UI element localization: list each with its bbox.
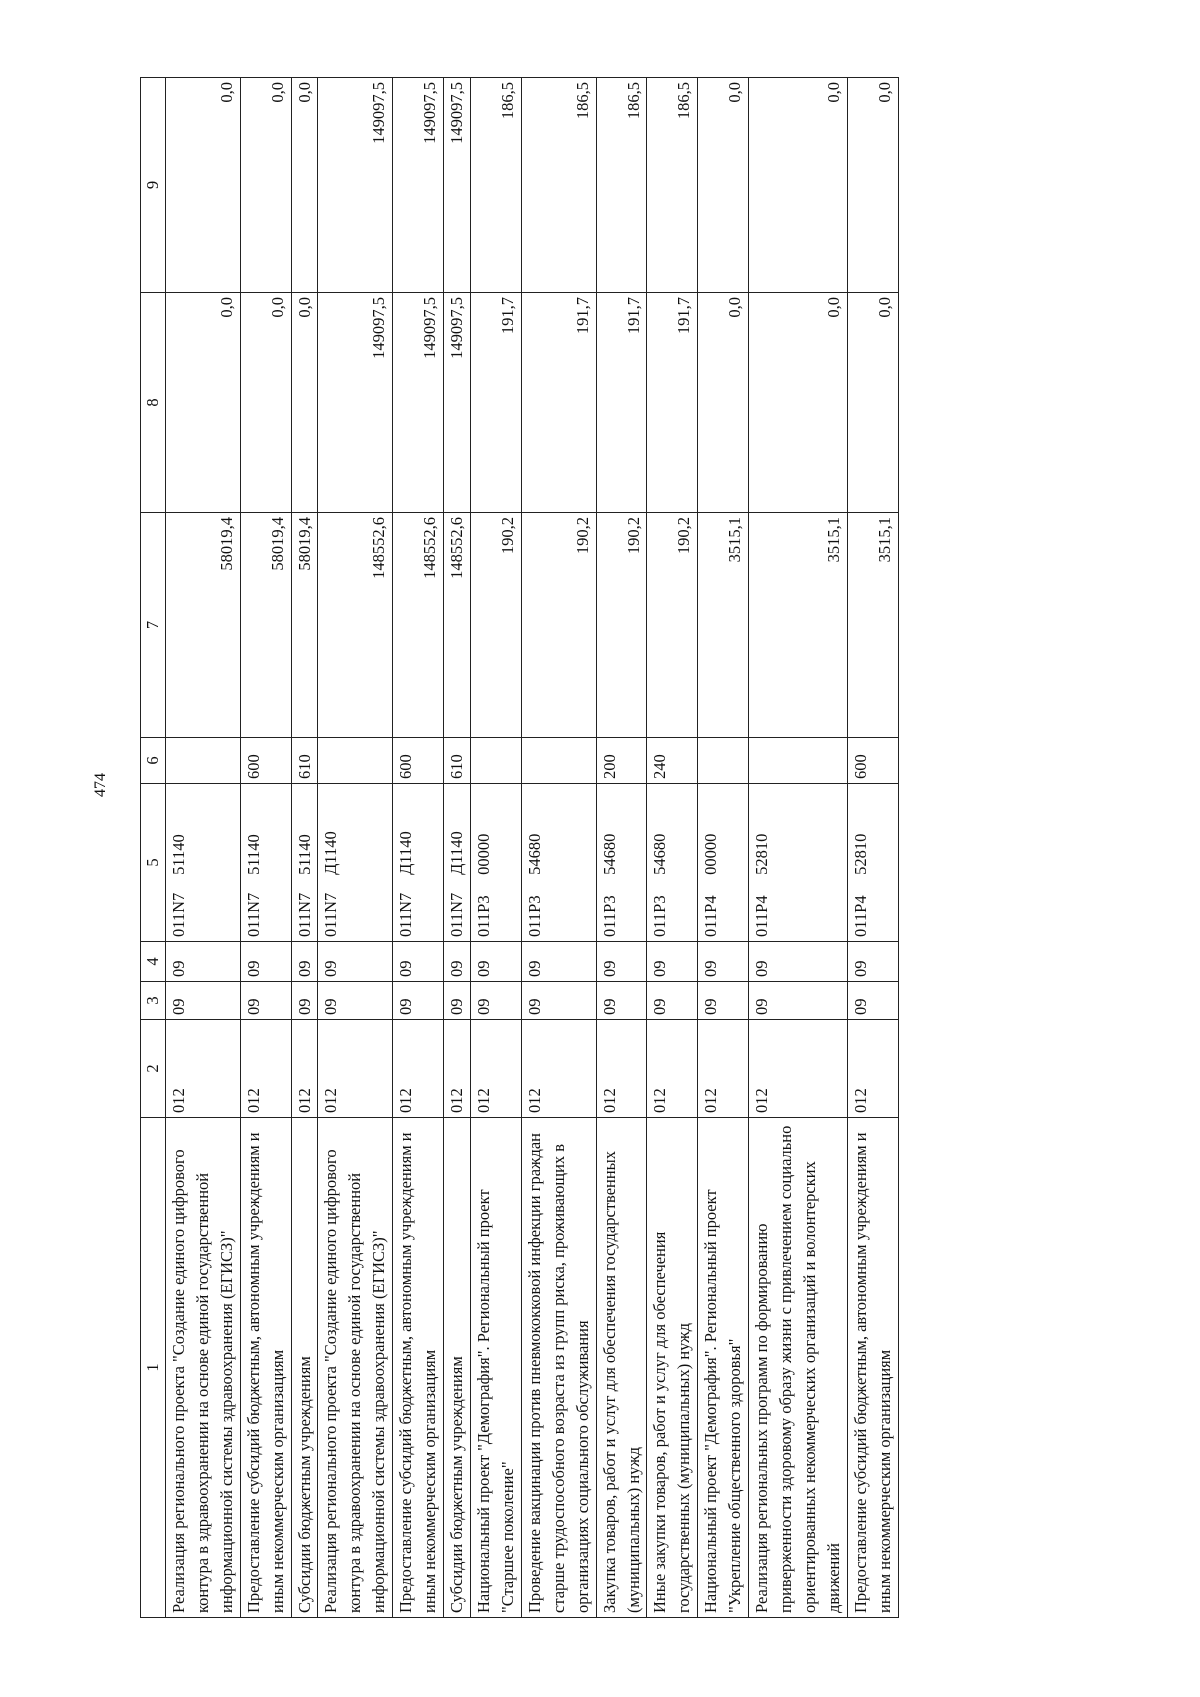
table-row xyxy=(240,78,291,1618)
subsection-code: 09 xyxy=(318,942,393,982)
program-code: 011N7 xyxy=(168,892,188,937)
expense-type-code xyxy=(521,738,596,784)
amount-2021: 186,5 xyxy=(521,78,596,293)
direction-code: Д1140 xyxy=(396,831,416,875)
column-number: 4 xyxy=(141,942,166,982)
direction-code: 51140 xyxy=(294,834,314,875)
budget-sheet xyxy=(140,78,1060,1618)
ministry-code: 012 xyxy=(596,1020,647,1118)
table-row xyxy=(647,78,698,1618)
target-article-code xyxy=(847,784,898,942)
expense-type-code: 600 xyxy=(847,738,898,784)
item-name: Предоставление субсидий бюджетным, автономным учреждениям и иным некоммерческим организациям xyxy=(393,1118,444,1618)
table-row xyxy=(749,78,848,1618)
section-code: 09 xyxy=(749,982,848,1020)
amount-2019: 190,2 xyxy=(647,513,698,738)
subsection-code: 09 xyxy=(698,942,749,982)
section-code: 09 xyxy=(847,982,898,1020)
table-row xyxy=(596,78,647,1618)
table-row xyxy=(318,78,393,1618)
table-row xyxy=(165,78,240,1618)
program-code: 011N7 xyxy=(447,892,467,937)
amount-2019: 3515,1 xyxy=(698,513,749,738)
ministry-code: 012 xyxy=(521,1020,596,1118)
ministry-code: 012 xyxy=(444,1020,471,1118)
item-name: Предоставление субсидий бюджетным, автономным учреждениям и иным некоммерческим организациям xyxy=(240,1118,291,1618)
direction-code: Д1140 xyxy=(447,831,467,875)
direction-code: 52810 xyxy=(752,833,772,875)
amount-2019: 190,2 xyxy=(470,513,521,738)
target-article-code xyxy=(521,784,596,942)
direction-code: 54680 xyxy=(599,833,619,875)
item-name: Проведение вакцинации против пневмококковой инфекции граждан старше трудоспособного возраста из групп риска, проживающих в организациях социального обслуживания xyxy=(521,1118,596,1618)
section-code: 09 xyxy=(444,982,471,1020)
program-code: 011P4 xyxy=(701,895,721,937)
amount-2019: 148552,6 xyxy=(318,513,393,738)
amount-2020: 0,0 xyxy=(749,293,848,513)
subsection-code: 09 xyxy=(647,942,698,982)
section-code: 09 xyxy=(291,982,318,1020)
section-code: 09 xyxy=(521,982,596,1020)
subsection-code: 09 xyxy=(521,942,596,982)
expense-type-code xyxy=(698,738,749,784)
target-article-code xyxy=(749,784,848,942)
program-code: 011N7 xyxy=(321,892,341,937)
section-code: 09 xyxy=(647,982,698,1020)
amount-2021: 149097,5 xyxy=(393,78,444,293)
section-code: 09 xyxy=(393,982,444,1020)
subsection-code: 09 xyxy=(847,942,898,982)
direction-code: 54680 xyxy=(650,833,670,875)
expense-type-code: 240 xyxy=(647,738,698,784)
table-row xyxy=(521,78,596,1618)
amount-2021: 149097,5 xyxy=(444,78,471,293)
program-code: 011P4 xyxy=(850,895,870,937)
amount-2020: 149097,5 xyxy=(393,293,444,513)
column-number: 9 xyxy=(141,78,166,293)
table-body xyxy=(165,78,898,1618)
expense-type-code xyxy=(470,738,521,784)
target-article-code xyxy=(698,784,749,942)
amount-2020: 149097,5 xyxy=(444,293,471,513)
section-code: 09 xyxy=(470,982,521,1020)
amount-2019: 190,2 xyxy=(596,513,647,738)
program-code: 011P3 xyxy=(599,895,619,937)
expense-type-code: 610 xyxy=(291,738,318,784)
column-number: 5 xyxy=(141,784,166,942)
section-code: 09 xyxy=(240,982,291,1020)
target-article-code xyxy=(165,784,240,942)
item-name: Реализация региональных программ по формированию приверженности здоровому образу жизни с привлечением социально ориентированных некоммерческих организаций и волонтерских движений xyxy=(749,1118,848,1618)
amount-2019: 3515,1 xyxy=(749,513,848,738)
subsection-code: 09 xyxy=(470,942,521,982)
amount-2020: 149097,5 xyxy=(318,293,393,513)
table-row xyxy=(698,78,749,1618)
amount-2020: 191,7 xyxy=(470,293,521,513)
item-name: Реализация регионального проекта "Создание единого цифрового контура в здравоохранении на основе единой государственной информационной системы здравоохранения (ЕГИСЗ)" xyxy=(318,1118,393,1618)
amount-2019: 58019,4 xyxy=(291,513,318,738)
subsection-code: 09 xyxy=(749,942,848,982)
page-number: 474 xyxy=(92,773,109,797)
column-number: 1 xyxy=(141,1118,166,1618)
direction-code: 00000 xyxy=(473,833,493,875)
ministry-code: 012 xyxy=(647,1020,698,1118)
target-article-code xyxy=(240,784,291,942)
program-code: 011P3 xyxy=(524,895,544,937)
target-article-code xyxy=(444,784,471,942)
subsection-code: 09 xyxy=(165,942,240,982)
program-code: 011P4 xyxy=(752,895,772,937)
column-number: 6 xyxy=(141,738,166,784)
target-article-code xyxy=(647,784,698,942)
ministry-code: 012 xyxy=(291,1020,318,1118)
item-name: Национальный проект "Демография". Региональный проект "Укрепление общественного здоровья" xyxy=(698,1118,749,1618)
ministry-code: 012 xyxy=(698,1020,749,1118)
item-name: Закупка товаров, работ и услуг для обеспечения государственных (муниципальных) нужд xyxy=(596,1118,647,1618)
amount-2021: 186,5 xyxy=(470,78,521,293)
ministry-code: 012 xyxy=(240,1020,291,1118)
amount-2021: 0,0 xyxy=(698,78,749,293)
target-article-code xyxy=(291,784,318,942)
item-name: Иные закупки товаров, работ и услуг для обеспечения государственных (муниципальных) нужд xyxy=(647,1118,698,1618)
column-number: 3 xyxy=(141,982,166,1020)
section-code: 09 xyxy=(165,982,240,1020)
column-number: 2 xyxy=(141,1020,166,1118)
section-code: 09 xyxy=(698,982,749,1020)
expense-type-code: 600 xyxy=(240,738,291,784)
target-article-code xyxy=(470,784,521,942)
expense-type-code xyxy=(165,738,240,784)
amount-2020: 191,7 xyxy=(596,293,647,513)
program-code: 011N7 xyxy=(396,892,416,937)
item-name: Субсидии бюджетным учреждениям xyxy=(444,1118,471,1618)
amount-2019: 148552,6 xyxy=(444,513,471,738)
expense-type-code: 610 xyxy=(444,738,471,784)
section-code: 09 xyxy=(318,982,393,1020)
item-name: Субсидии бюджетным учреждениям xyxy=(291,1118,318,1618)
direction-code: 54680 xyxy=(524,833,544,875)
item-name: Реализация регионального проекта "Создание единого цифрового контура в здравоохранении на основе единой государственной информационной системы здравоохранения (ЕГИСЗ)" xyxy=(165,1118,240,1618)
expense-type-code xyxy=(749,738,848,784)
expense-type-code xyxy=(318,738,393,784)
amount-2020: 191,7 xyxy=(521,293,596,513)
ministry-code: 012 xyxy=(847,1020,898,1118)
item-name: Предоставление субсидий бюджетным, автономным учреждениям и иным некоммерческим организациям xyxy=(847,1118,898,1618)
table-row xyxy=(393,78,444,1618)
amount-2019: 3515,1 xyxy=(847,513,898,738)
table-row xyxy=(444,78,471,1618)
program-code: 011N7 xyxy=(243,892,263,937)
column-number: 7 xyxy=(141,513,166,738)
amount-2019: 58019,4 xyxy=(240,513,291,738)
amount-2020: 0,0 xyxy=(291,293,318,513)
amount-2019: 190,2 xyxy=(521,513,596,738)
target-article-code xyxy=(393,784,444,942)
amount-2020: 191,7 xyxy=(647,293,698,513)
ministry-code: 012 xyxy=(749,1020,848,1118)
amount-2021: 149097,5 xyxy=(318,78,393,293)
program-code: 011P3 xyxy=(473,895,493,937)
column-number-row xyxy=(141,78,166,1618)
amount-2021: 0,0 xyxy=(165,78,240,293)
ministry-code: 012 xyxy=(470,1020,521,1118)
amount-2020: 0,0 xyxy=(165,293,240,513)
budget-table xyxy=(140,77,899,1618)
amount-2021: 0,0 xyxy=(291,78,318,293)
amount-2020: 0,0 xyxy=(240,293,291,513)
amount-2020: 0,0 xyxy=(847,293,898,513)
direction-code: 51140 xyxy=(168,834,188,875)
direction-code: 51140 xyxy=(243,834,263,875)
program-code: 011P3 xyxy=(650,895,670,937)
direction-code: 00000 xyxy=(701,833,721,875)
subsection-code: 09 xyxy=(240,942,291,982)
amount-2020: 0,0 xyxy=(698,293,749,513)
item-name: Национальный проект "Демография". Региональный проект "Старшее поколение" xyxy=(470,1118,521,1618)
amount-2019: 58019,4 xyxy=(165,513,240,738)
subsection-code: 09 xyxy=(444,942,471,982)
amount-2021: 0,0 xyxy=(240,78,291,293)
amount-2021: 0,0 xyxy=(847,78,898,293)
expense-type-code: 600 xyxy=(393,738,444,784)
amount-2021: 186,5 xyxy=(596,78,647,293)
amount-2021: 0,0 xyxy=(749,78,848,293)
direction-code: Д1140 xyxy=(321,831,341,875)
direction-code: 52810 xyxy=(850,833,870,875)
ministry-code: 012 xyxy=(165,1020,240,1118)
expense-type-code: 200 xyxy=(596,738,647,784)
amount-2021: 186,5 xyxy=(647,78,698,293)
table-row xyxy=(847,78,898,1618)
table-row xyxy=(291,78,318,1618)
table-row xyxy=(470,78,521,1618)
target-article-code xyxy=(596,784,647,942)
subsection-code: 09 xyxy=(596,942,647,982)
amount-2019: 148552,6 xyxy=(393,513,444,738)
subsection-code: 09 xyxy=(393,942,444,982)
ministry-code: 012 xyxy=(318,1020,393,1118)
target-article-code xyxy=(318,784,393,942)
column-number: 8 xyxy=(141,293,166,513)
ministry-code: 012 xyxy=(393,1020,444,1118)
program-code: 011N7 xyxy=(294,892,314,937)
subsection-code: 09 xyxy=(291,942,318,982)
section-code: 09 xyxy=(596,982,647,1020)
